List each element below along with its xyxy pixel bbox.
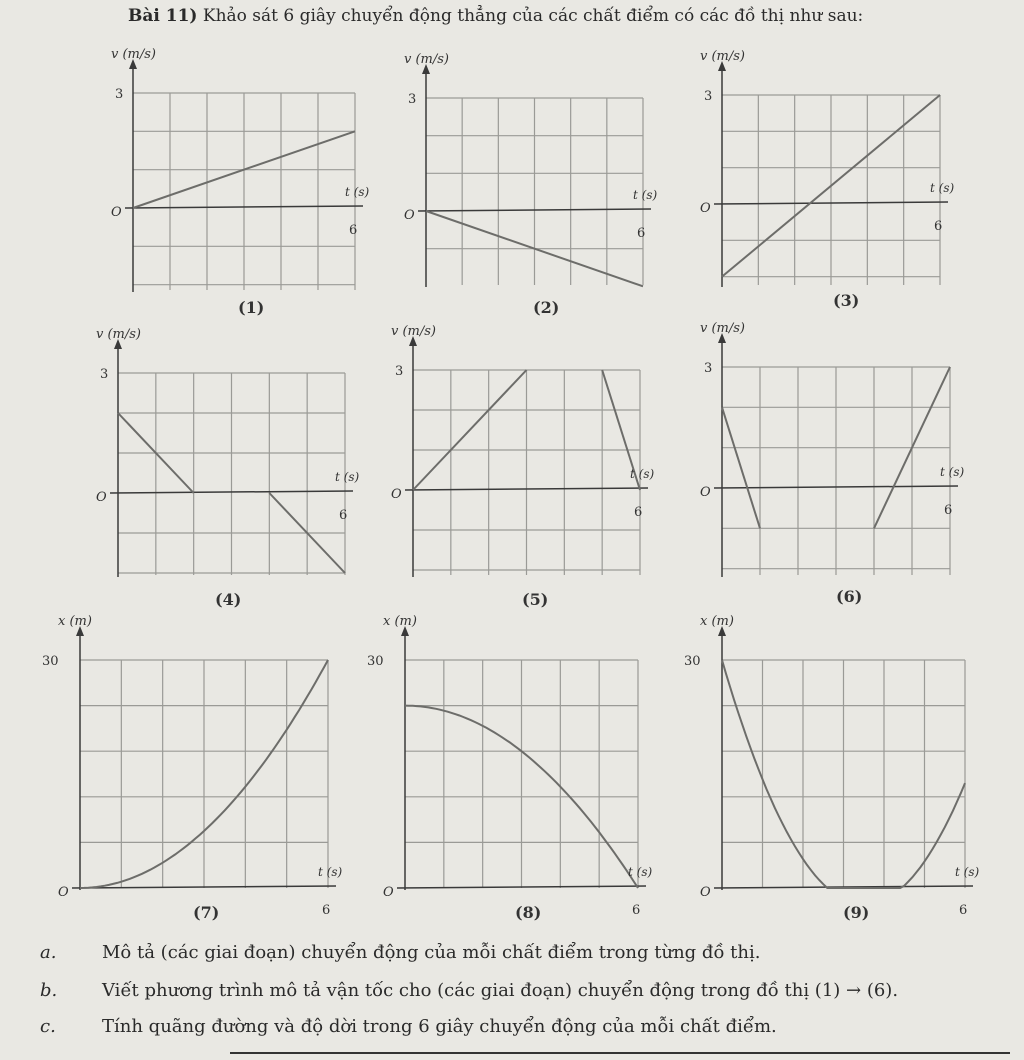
y-max-tick: 3 xyxy=(704,361,713,376)
x-axis xyxy=(125,206,363,208)
x-axis-label: t (s) xyxy=(628,865,653,879)
graph-caption: (5) xyxy=(522,590,549,609)
graph-2 xyxy=(404,52,657,317)
velocity-line xyxy=(413,370,527,490)
graph-6 xyxy=(700,321,964,606)
origin-label: O xyxy=(404,208,415,223)
y-axis-label: x (m) xyxy=(383,614,417,629)
y-axis-label: v (m/s) xyxy=(96,327,141,342)
question-a xyxy=(40,942,760,963)
x-axis-label: t (s) xyxy=(633,188,658,202)
x-axis-label: t (s) xyxy=(940,465,965,479)
question-c xyxy=(40,1016,777,1037)
x-axis-label: t (s) xyxy=(630,467,655,481)
x-axis xyxy=(405,488,648,490)
origin-label: O xyxy=(111,205,122,220)
x-max-tick: 6 xyxy=(339,508,348,523)
graph-caption: (4) xyxy=(215,590,242,609)
origin-label: O xyxy=(700,885,711,900)
origin-label: O xyxy=(700,201,711,216)
question-c-letter: c. xyxy=(40,1016,56,1037)
graph-caption: (6) xyxy=(836,587,863,606)
x-max-tick: 6 xyxy=(632,903,641,918)
question-a-text: Mô tả (các giai đoạn) chuyển động của mỗi chất điểm trong từng đồ thị. xyxy=(102,942,761,963)
x-axis xyxy=(72,886,336,888)
x-max-tick: 6 xyxy=(349,223,358,238)
x-max-tick: 6 xyxy=(944,503,953,518)
y-max-tick: 30 xyxy=(684,654,701,669)
velocity-line xyxy=(722,407,760,528)
graph-8 xyxy=(367,614,652,922)
graph-caption: (1) xyxy=(238,298,265,317)
x-axis-label: t (s) xyxy=(955,865,980,879)
x-axis xyxy=(110,491,353,493)
x-max-tick: 6 xyxy=(959,903,968,918)
graph-4 xyxy=(96,327,359,609)
question-b xyxy=(40,980,898,1001)
origin-label: O xyxy=(383,885,394,900)
y-max-tick: 3 xyxy=(704,89,713,104)
question-b-text: Viết phương trình mô tả vận tốc cho (các giai đoạn) chuyển động trong đồ thị (1) → (6). xyxy=(102,980,899,1001)
y-max-tick: 3 xyxy=(115,87,124,102)
x-axis xyxy=(714,202,948,204)
y-axis-label: v (m/s) xyxy=(404,52,449,67)
y-max-tick: 3 xyxy=(395,364,404,379)
y-axis-label: v (m/s) xyxy=(700,321,745,336)
x-axis-label: t (s) xyxy=(318,865,343,879)
origin-label: O xyxy=(58,885,69,900)
x-axis xyxy=(714,486,958,488)
graph-caption: (2) xyxy=(533,298,560,317)
x-max-tick: 6 xyxy=(637,226,646,241)
graph-5 xyxy=(391,324,654,609)
x-axis xyxy=(397,886,646,888)
y-max-tick: 3 xyxy=(408,92,417,107)
x-axis-label: t (s) xyxy=(335,470,360,484)
x-max-tick: 6 xyxy=(634,505,643,520)
y-axis-label: x (m) xyxy=(700,614,734,629)
graph-7 xyxy=(42,614,342,922)
exercise-text: Khảo sát 6 giây chuyển động thẳng của các chất điểm có các đồ thị như sau: xyxy=(202,6,864,26)
y-axis-label: x (m) xyxy=(58,614,92,629)
origin-label: O xyxy=(700,485,711,500)
question-c-text: Tính quãng đường và độ dời trong 6 giây chuyển động của mỗi chất điểm. xyxy=(102,1016,777,1037)
graph-1 xyxy=(111,47,369,317)
y-axis-label: v (m/s) xyxy=(700,49,745,64)
y-max-tick: 3 xyxy=(100,367,109,382)
x-max-tick: 6 xyxy=(934,219,943,234)
origin-label: O xyxy=(391,487,402,502)
y-axis-label: v (m/s) xyxy=(111,47,156,62)
origin-label: O xyxy=(96,490,107,505)
exercise-number: Bài 11) xyxy=(128,6,198,26)
graph-3 xyxy=(700,49,954,310)
x-axis xyxy=(418,209,651,211)
graph-caption: (3) xyxy=(833,291,860,310)
graph-caption: (7) xyxy=(193,903,220,922)
table-top-rule xyxy=(230,1052,1010,1054)
x-axis-label: t (s) xyxy=(930,181,955,195)
graph-caption: (8) xyxy=(515,903,542,922)
y-max-tick: 30 xyxy=(367,654,384,669)
question-b-letter: b. xyxy=(40,980,58,1001)
x-max-tick: 6 xyxy=(322,903,331,918)
y-max-tick: 30 xyxy=(42,654,59,669)
x-axis-label: t (s) xyxy=(345,185,370,199)
y-axis-label: v (m/s) xyxy=(391,324,436,339)
question-a-letter: a. xyxy=(40,942,57,963)
graph-caption: (9) xyxy=(843,903,870,922)
graph-9 xyxy=(684,614,979,922)
